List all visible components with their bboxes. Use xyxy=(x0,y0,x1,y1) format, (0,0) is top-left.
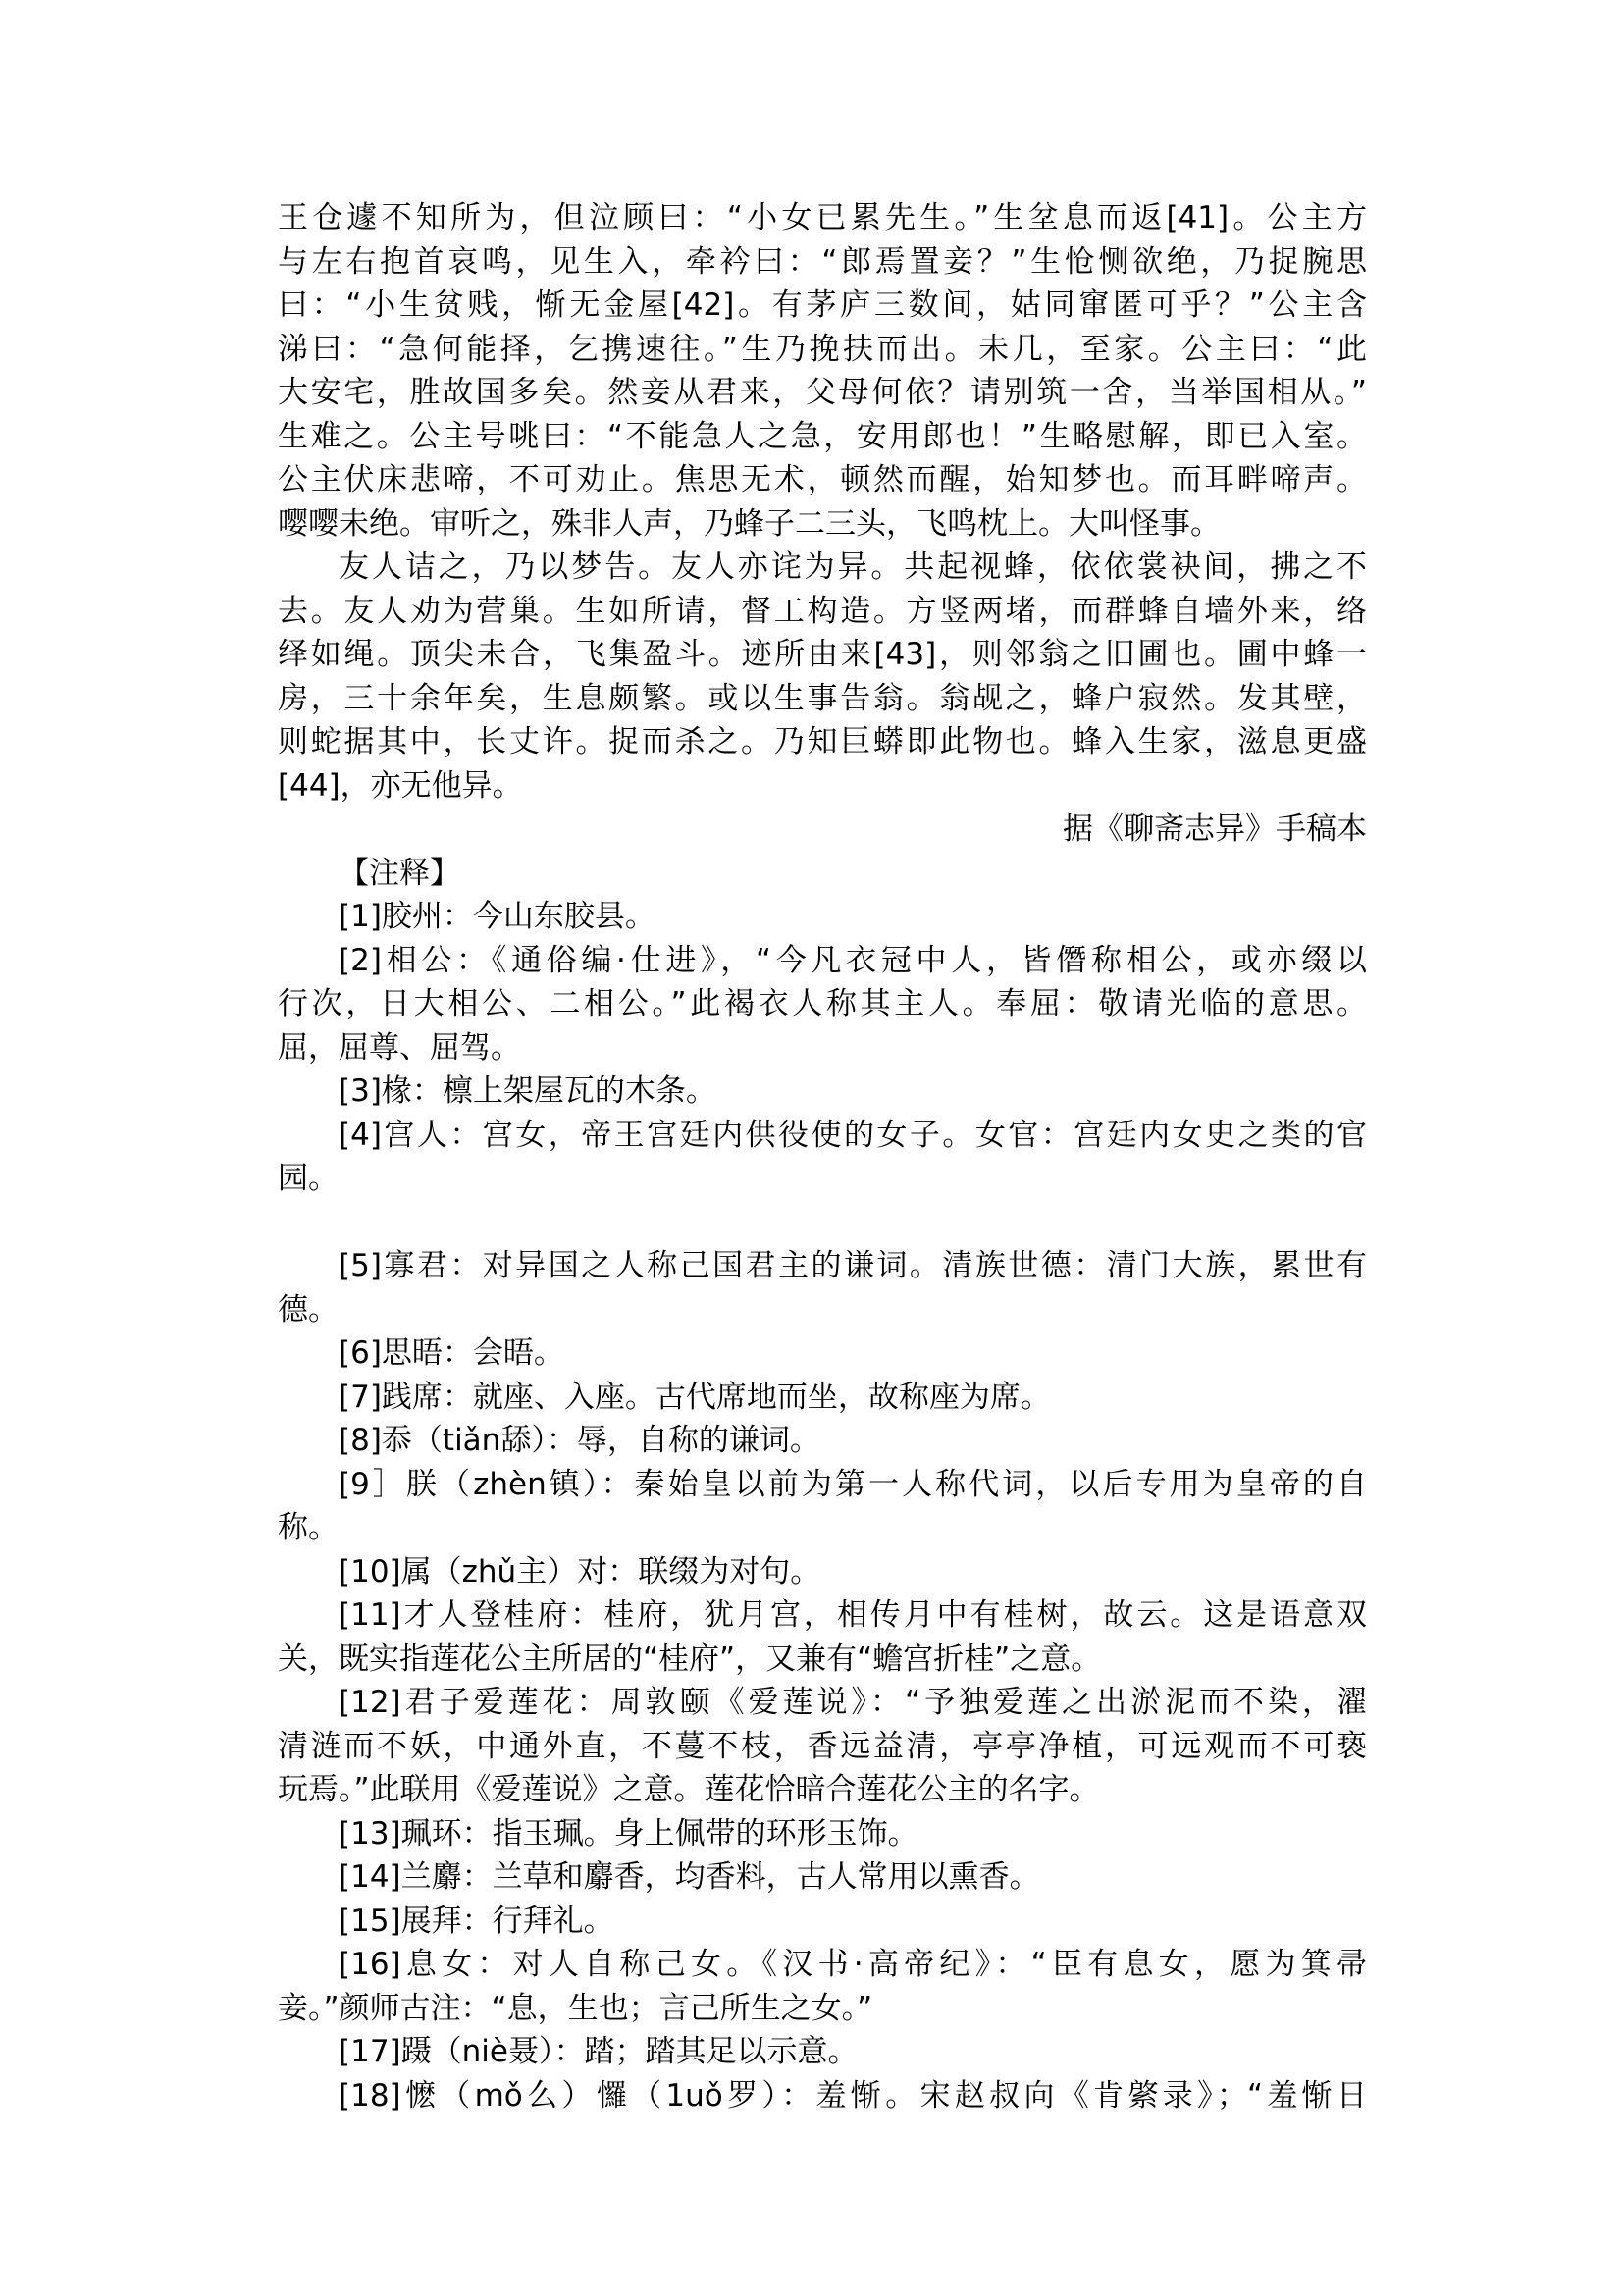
note-4 xyxy=(278,1114,1367,1201)
note-9 xyxy=(278,1463,1367,1550)
note-line: 玩焉。”此联用《爱莲说》之意。莲花恰暗合莲花公主的名字。 xyxy=(278,1772,1100,1807)
note-6 xyxy=(278,1331,1367,1376)
note-line: [1]胶州：今山东胶县。 xyxy=(339,899,655,934)
text-line: 友人诘之，乃以梦告。友人亦诧为异。共起视蜂，依依裳袂间，拂之不 xyxy=(339,549,1367,585)
text-line: 则蛇据其中，长丈许。捉而杀之。乃知巨蟒即此物也。蜂入生家，滋息更盛 xyxy=(278,724,1367,759)
story-paragraph-2 xyxy=(278,546,1367,808)
notes-heading: 【注释】 xyxy=(339,855,460,891)
note-line: [8]忝（tiǎn舔）：辱，自称的谦词。 xyxy=(339,1423,820,1458)
note-5 xyxy=(278,1244,1367,1331)
note-18 xyxy=(278,2074,1367,2118)
note-line: [7]践席：就座、入座。古代席地而坐，故称座为席。 xyxy=(339,1379,1051,1415)
note-14 xyxy=(278,1855,1367,1900)
text-line: 王仓遽不知所为，但泣顾曰：“小女已累先生。”生坌息而返[41]。公主方 xyxy=(278,200,1367,235)
text-line: 曰：“小生贫贱，惭无金屋[42]。有茅庐三数间，姑同窜匿可乎？”公主含 xyxy=(278,287,1367,323)
note-line: [11]才人登桂府：桂府，犹月宫，相传月中有桂树，故云。这是语意双 xyxy=(339,1597,1367,1633)
note-line: 屈，屈尊、屈驾。 xyxy=(278,1029,521,1066)
note-line: 妾。”颜师古注：“息，生也；言己所生之女。” xyxy=(278,1990,873,2026)
note-3 xyxy=(278,1069,1367,1114)
note-line: [3]椽：檩上架屋瓦的木条。 xyxy=(339,1073,716,1109)
note-1 xyxy=(278,895,1367,939)
note-10 xyxy=(278,1550,1367,1594)
note-11 xyxy=(278,1593,1367,1681)
note-12 xyxy=(278,1681,1367,1812)
note-line: 行次，日大相公、二相公。”此褐衣人称其主人。奉屈：敬请光临的意思。 xyxy=(278,986,1367,1021)
note-line: [9］朕（zhèn镇）：秦始皇以前为第一人称代词，以后专用为皇帝的自 xyxy=(339,1466,1367,1502)
text-line: 生难之。公主号咷曰：“不能急人之急，安用郎也！”生略慰解，即已入室。 xyxy=(278,418,1367,454)
text-line: [44]，亦无他异。 xyxy=(278,767,523,804)
note-line: 清涟而不妖，中通外直，不蔓不枝，香远益清，亭亭净植，可远观而不可亵 xyxy=(278,1728,1367,1764)
text-line: 房，三十余年矣，生息颇繁。或以生事告翁。翁觇之，蜂户寂然。发其壁， xyxy=(278,680,1367,716)
note-16 xyxy=(278,1943,1367,2030)
story-paragraph-1 xyxy=(278,196,1367,546)
document-body xyxy=(278,196,1367,2117)
text-line: 去。友人劝为营巢。生如所请，督工构造。方竖两堵，而群蜂自墙外来，络 xyxy=(278,593,1367,629)
note-line: 园。 xyxy=(278,1161,339,1196)
note-line: [15]展拜：行拜礼。 xyxy=(339,1903,614,1939)
note-15 xyxy=(278,1900,1367,1944)
note-line: 关，既实指莲花公主所居的“桂府”，又兼有“蟾宫折桂”之意。 xyxy=(278,1641,1102,1677)
note-line: [17]蹑（niè聂）：踏；踏其足以示意。 xyxy=(339,2034,859,2069)
note-line: [16]息女：对人自称己女。《汉书·高帝纪》：“臣有息女，愿为箕帚 xyxy=(339,1947,1367,1982)
note-line: [12]君子爱莲花：周敦颐《爱莲说》：“予独爱莲之出淤泥而不染，濯 xyxy=(339,1685,1367,1720)
text-line: 大安宅，胜故国多矣。然妾从君来，父母何依？请别筑一舍，当举国相从。” xyxy=(278,375,1367,410)
note-line: 德。 xyxy=(278,1291,339,1328)
text-line: 嘤嘤未绝。审听之，殊非人声，乃蜂子二三头，飞鸣枕上。大叫怪事。 xyxy=(278,505,1221,542)
note-line: [13]珮环：指玉珮。身上佩带的环形玉饰。 xyxy=(339,1815,918,1851)
text-line: 公主伏床悲啼，不可劝止。焦思无术，顿然而醒，始知梦也。而耳畔啼声。 xyxy=(278,462,1367,497)
note-13 xyxy=(278,1812,1367,1856)
note-line: [18]懡（mǒ么）㦬（1uǒ罗）：羞惭。宋赵叔向《肯綮录》；“羞惭日 xyxy=(339,2077,1367,2113)
note-line: [6]思晤：会晤。 xyxy=(339,1335,564,1371)
note-7 xyxy=(278,1376,1367,1420)
note-8 xyxy=(278,1419,1367,1463)
note-17 xyxy=(278,2030,1367,2074)
source-citation: 据《聊斋志异》手稿本 xyxy=(1063,811,1367,847)
note-line: [2]相公：《通俗编·仕进》，“今凡衣冠中人，皆僭称相公，或亦缀以 xyxy=(339,942,1367,978)
note-line: [4]宫人：宫女，帝王宫廷内供役使的女子。女官：宫廷内女史之类的官 xyxy=(339,1117,1367,1153)
text-line: 绎如绳。顶尖未合，飞集盈斗。迹所由来[43]，则邻翁之旧圃也。圃中蜂一 xyxy=(278,637,1367,672)
blank-gap xyxy=(278,1201,1367,1245)
note-line: [14]兰麝：兰草和麝香，均香料，古人常用以熏香。 xyxy=(339,1859,1040,1895)
text-line: 涕曰：“急何能择，乞携速往。”生乃挽扶而出。未几，至家。公主曰：“此 xyxy=(278,331,1367,367)
text-line: 与左右抱首哀鸣，见生入，牵衿曰：“郎焉置妾？”生怆恻欲绝，乃捉腕思 xyxy=(278,243,1367,280)
note-line: [10]属（zhǔ主）对：联缀为对句。 xyxy=(339,1553,821,1590)
note-line: [5]寡君：对异国之人称己国君主的谦词。清族世德：清门大族，累世有 xyxy=(339,1248,1367,1283)
note-line: 称。 xyxy=(278,1510,339,1545)
note-2 xyxy=(278,939,1367,1070)
